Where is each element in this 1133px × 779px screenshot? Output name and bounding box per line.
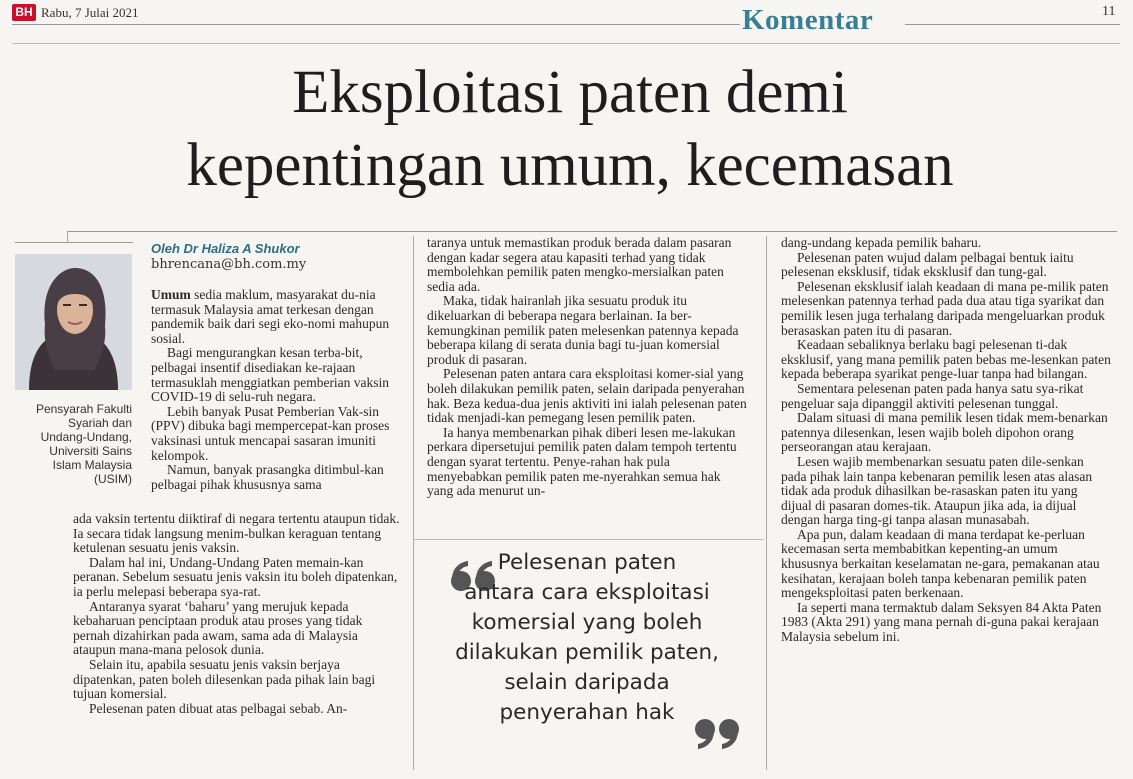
caption-line: Universiti Sains [49, 444, 132, 458]
article-column-2 [427, 236, 747, 499]
paragraph: Lesen wajib membenarkan sesuatu paten dile-senkan pada pihak lain tanpa kebenaran pemilik lesen atas alasan tidak ada produk dihasilkan be-rasaskan paten itu yang dijual di pasaran domes-tik. Ataupun jika ada, ia dijual dengan harga ting-gi tanpa alasan munasabah. [781, 453, 1093, 528]
column-divider-2 [766, 236, 767, 770]
paragraph: Selain itu, apabila sesuatu jenis vaksin berjaya dipatenkan, paten boleh dilesenkan pada pihak lain bagi tujuan komersial. [73, 656, 376, 702]
article-column-3 [781, 236, 1111, 645]
close-quote-icon [690, 718, 740, 754]
pullquote-rule [414, 539, 764, 540]
header-rule-bottom [12, 43, 1120, 44]
pull-quote-line: dilakukan pemilik paten, [455, 640, 719, 665]
paragraph: Lebih banyak Pusat Pemberian Vak-sin (PPV) dibuka bagi mempercepat-kan proses vaksinasi untuk mencapai sasaran imuniti kelompok. [151, 403, 390, 463]
paragraph: ada vaksin tertentu diiktiraf di negara tertentu ataupun tidak. Ia secara tidak langsung menim-bulkan keraguan tentang ketulenan sesuatu jenis vaksin. [73, 511, 400, 556]
paragraph: dang-undang kepada pemilik baharu. [781, 235, 982, 250]
lead-word: Umum [151, 287, 191, 302]
author-photo [15, 254, 132, 390]
headline-line-1: Eksploitasi paten demi [292, 59, 848, 126]
caption-line: Pensyarah Fakulti [35, 402, 132, 416]
pull-quote-line: antara cara eksploitasi [464, 580, 710, 605]
paragraph: Maka, tidak hairanlah jika sesuatu produk itu dikeluarkan di beberapa negara berlainan. Ia ber-kemungkinan pemilik paten melesenkan patennya kepada beberapa kilang di serata dunia bagi tu-juan komersial produk di pasaran. [427, 293, 739, 367]
paragraph: Apa pun, dalam keadaan di mana terdapat ke-perluan kecemasan serta membabitkan kepenting-an umum khususnya berkaitan keselamatan ne-gara, pemakanan atau kesihatan, kerajaan boleh tanpa kebenaran pemilik paten mengeksploitasi paten berkenaan. [781, 526, 1100, 601]
column-divider-1 [413, 236, 414, 770]
caption-line: Syariah dan [67, 416, 132, 430]
paragraph: Dalam situasi di mana pemilik lesen tidak mem-benarkan patennya dilesenkan, lesen wajib boleh dipohon orang perseorangan atau kerajaan. [781, 410, 1108, 455]
author-byline: Oleh Dr Haliza A Shukor [151, 241, 300, 256]
caption-line: Islam Malaysia [52, 458, 132, 472]
author-caption [15, 402, 132, 486]
paragraph: Pelesenan paten antara cara eksploitasi komer-sial yang boleh dilakukan pemilik paten, selain daripada penyerahan hak. Beza kedua-dua jenis aktiviti ini ialah pelesenan paten tidak menjadi-kan pemegang lesen pemilik paten. [427, 366, 747, 426]
paragraph: Umum sedia maklum, masyarakat du-nia termasuk Malaysia amat terkesan dengan pandemik baik dari segi eko-nomi mahupun sosial. [151, 287, 390, 346]
pull-quote-line: Pelesenan paten [497, 550, 677, 575]
pull-quote-line: komersial yang boleh [471, 610, 703, 635]
page-number: 11 [1102, 4, 1116, 19]
section-title: Komentar [742, 4, 874, 36]
header-rule-left [12, 24, 740, 25]
headline-rule [67, 231, 1117, 232]
paragraph: Dalam hal ini, Undang-Undang Paten memain-kan peranan. Sebelum sesuatu jenis vaksin itu boleh dipatenkan, ia perlu melepasi beberapa sya-rat. [73, 554, 398, 599]
paragraph: Pelesenan paten wujud dalam pelbagai bentuk iaitu pelesenan eksklusif, tidak eksklusif dan tung-gal. [781, 249, 1074, 280]
issue-date: Rabu, 7 Julai 2021 [41, 5, 139, 20]
paragraph: Pelesenan eksklusif ialah keadaan di mana pe-milik paten melesenkan patennya terhad pada dua atau tiga syarikat dan pemilik lesen juga terhalang daripada mengeluarkan produk berasaskan paten itu di pasaran. [781, 278, 1109, 338]
caption-line: (USIM) [94, 472, 132, 486]
photo-rule [15, 242, 133, 243]
paragraph: Namun, banyak prasangka ditimbul-kan pelbagai pihak khususnya sama [151, 462, 384, 492]
paragraph: Ia hanya membenarkan pihak diberi lesen me-lakukan perkara dipersetujui pemilik paten dalam tempoh tertentu dengan syarat tertentu. Penye-rahan hak pula menyebabkan pemilik paten me-nyerahkan semua hak yang ada menurut un- [427, 424, 737, 499]
newspaper-logo: BH [12, 4, 36, 21]
pull-quote-line: selain daripada [504, 670, 670, 695]
headline-line-2: kepentingan umum, kecemasan [186, 132, 954, 199]
paragraph: Sementara pelesenan paten pada hanya satu sya-rikat pengeluar saja dipanggil aktiviti pelesenan tunggal. [781, 380, 1084, 411]
paragraph: Ia seperti mana termaktub dalam Seksyen 84 Akta Paten 1983 (Akta 291) yang mana pernah di-guna pakai kerajaan Malaysia sebelum ini. [781, 599, 1102, 645]
pull-quote-line: penyerahan hak [499, 700, 675, 725]
paragraph: Bagi mengurangkan kesan terba-bit, pelbagai insentif disediakan ke-rajaan termasuklah menggiatkan pemberian vaksin COVID-19 di selu-ruh negara. [151, 345, 390, 405]
author-email[interactable]: bhrencana@bh.com.my [151, 257, 307, 272]
paragraph: Antaranya syarat ‘baharu’ yang merujuk kepada kebaharuan penciptaan produk atau proses yang tidak pernah dizahirkan pada awam, sama ada di Malaysia ataupun mana-mana pelosok dunia. [73, 598, 363, 658]
article-column-1-top [151, 288, 402, 492]
pull-quote [420, 548, 754, 728]
corner-rule [67, 231, 68, 243]
paragraph: Keadaan sebaliknya berlaku bagi pelesenan ti-dak eksklusif, yang mana pemilik paten bebas me-lesenkan paten kepada beberapa syarikat penge-luar tanpa had bilangan. [781, 337, 1111, 382]
article-column-1-bottom [73, 512, 402, 716]
paragraph: taranya untuk memastikan produk berada dalam pasaran dengan kadar segera atau kapasiti terhad yang tidak membolehkan pemilik paten mengko-mersialkan paten sedia ada. [427, 235, 732, 294]
header-rule-right [905, 24, 1120, 25]
caption-line: Undang-Undang, [40, 430, 132, 444]
paragraph: Pelesenan paten dibuat atas pelbagai sebab. An- [89, 700, 348, 716]
